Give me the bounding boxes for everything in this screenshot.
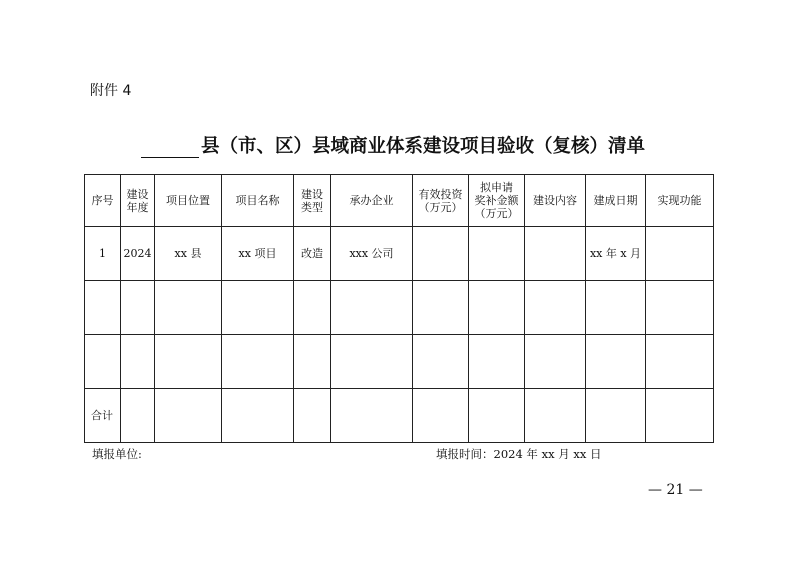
total-label: 合计 bbox=[85, 389, 121, 443]
table-cell: 2024 bbox=[121, 227, 155, 281]
header-cell: 项目名称 bbox=[222, 175, 294, 227]
header-cell: 序号 bbox=[85, 175, 121, 227]
table-cell bbox=[586, 389, 646, 443]
table-cell bbox=[294, 335, 331, 389]
header-cell: 建设 年度 bbox=[121, 175, 155, 227]
header-cell: 建设 类型 bbox=[294, 175, 331, 227]
table-cell bbox=[121, 335, 155, 389]
table-cell bbox=[413, 281, 469, 335]
table-cell: xx 项目 bbox=[222, 227, 294, 281]
table-cell bbox=[525, 281, 586, 335]
table-cell bbox=[469, 281, 525, 335]
table-cell bbox=[155, 281, 222, 335]
table-cell bbox=[525, 227, 586, 281]
page-number: — 21 — bbox=[648, 482, 703, 498]
table-cell bbox=[525, 335, 586, 389]
reporting-unit-label: 填报单位: bbox=[92, 447, 142, 461]
table-cell bbox=[413, 389, 469, 443]
table-cell bbox=[525, 389, 586, 443]
header-cell: 承办企业 bbox=[331, 175, 413, 227]
table-cell: xxx 公司 bbox=[331, 227, 413, 281]
acceptance-list-table bbox=[84, 174, 714, 443]
title-blank-line bbox=[141, 136, 199, 158]
table-cell: 1 bbox=[85, 227, 121, 281]
table-cell bbox=[222, 281, 294, 335]
table-cell bbox=[469, 227, 525, 281]
table-cell bbox=[155, 335, 222, 389]
table-cell bbox=[294, 389, 331, 443]
table-cell: 改造 bbox=[294, 227, 331, 281]
reporting-date-label: 填报时间：2024 年 xx 月 xx 日 bbox=[436, 447, 602, 461]
header-cell: 拟申请 奖补金额 （万元） bbox=[469, 175, 525, 227]
table-cell bbox=[646, 335, 714, 389]
header-cell: 项目位置 bbox=[155, 175, 222, 227]
table-cell bbox=[155, 389, 222, 443]
table-total-row bbox=[85, 389, 714, 443]
table-cell bbox=[413, 335, 469, 389]
table-cell bbox=[331, 281, 413, 335]
table-cell bbox=[331, 335, 413, 389]
table-cell bbox=[646, 281, 714, 335]
table-cell bbox=[646, 389, 714, 443]
table-cell: xx 县 bbox=[155, 227, 222, 281]
title-text: 县（市、区）县域商业体系建设项目验收（复核）清单 bbox=[201, 136, 646, 157]
table-cell bbox=[586, 281, 646, 335]
header-cell: 建设内容 bbox=[525, 175, 586, 227]
attachment-label: 附件 4 bbox=[90, 83, 132, 99]
table-cell bbox=[121, 389, 155, 443]
table-cell bbox=[469, 389, 525, 443]
table-cell bbox=[85, 281, 121, 335]
table-row bbox=[85, 335, 714, 389]
table-cell bbox=[646, 227, 714, 281]
table-cell bbox=[413, 227, 469, 281]
table-cell bbox=[222, 335, 294, 389]
header-cell: 实现功能 bbox=[646, 175, 714, 227]
table-cell bbox=[586, 335, 646, 389]
document-title bbox=[141, 132, 681, 158]
table-cell bbox=[121, 281, 155, 335]
table-row bbox=[85, 227, 714, 281]
table-cell bbox=[331, 389, 413, 443]
header-cell: 有效投资 （万元） bbox=[413, 175, 469, 227]
table-cell bbox=[469, 335, 525, 389]
table-header-row bbox=[85, 175, 714, 227]
table-cell bbox=[85, 335, 121, 389]
table-cell: xx 年 x 月 bbox=[586, 227, 646, 281]
table-cell bbox=[222, 389, 294, 443]
table-cell bbox=[294, 281, 331, 335]
table-row bbox=[85, 281, 714, 335]
header-cell: 建成日期 bbox=[586, 175, 646, 227]
